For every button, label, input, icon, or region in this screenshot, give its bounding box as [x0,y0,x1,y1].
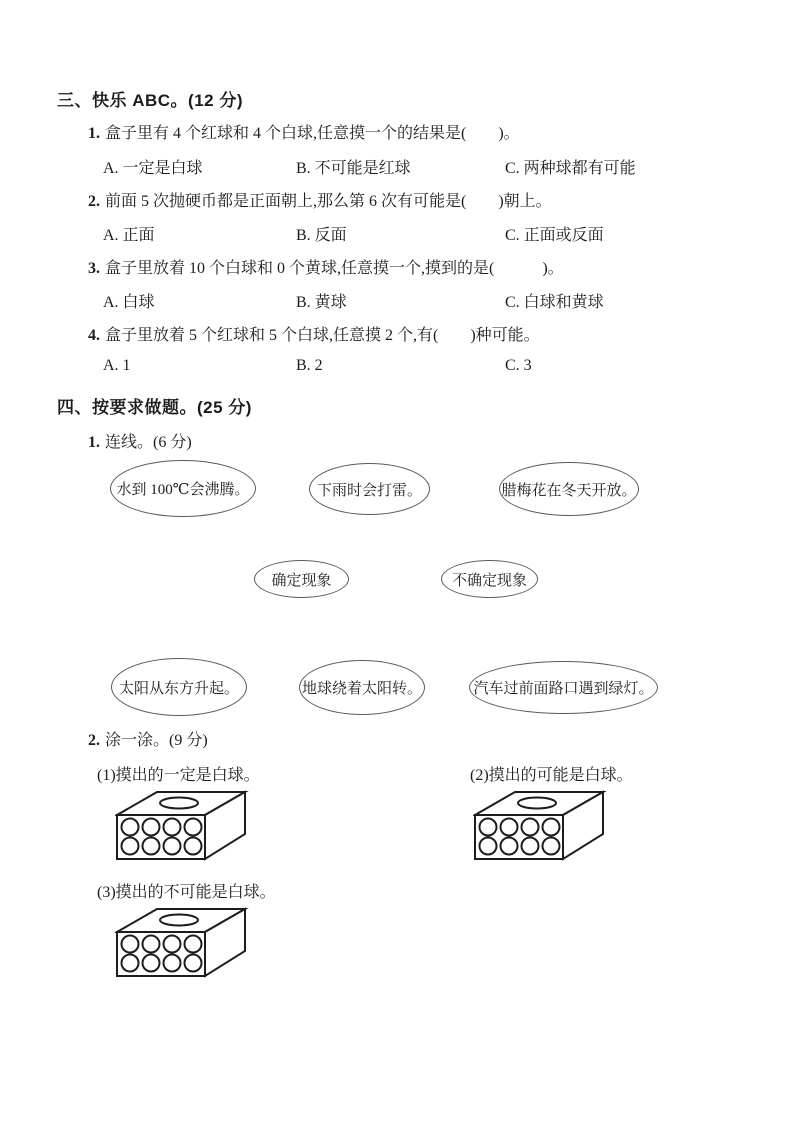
question-2-number: 2. [88,193,100,210]
question-4-number: 4. [88,327,100,344]
ball-circle [164,819,181,836]
connect-ellipse-earth-orbits-sun: 地球绕着太阳转。 [299,660,425,715]
color-item-1-label: (1)摸出的一定是白球。 [97,767,260,784]
option-3c: C. 白球和黄球 [505,294,604,311]
question-2-options [0,222,793,244]
section3-title: 三、快乐 ABC。(12 分) [57,91,244,110]
connect-ellipse-certain-event: 确定现象 [254,560,349,598]
ball-circle [122,936,139,953]
ball-circle [122,955,139,972]
connect-ellipse-green-light: 汽车过前面路口遇到绿灯。 [469,661,658,714]
ball-circle [522,838,539,855]
ball-circle [185,936,202,953]
option-1c: C. 两种球都有可能 [505,160,636,177]
ball-circle [501,838,518,855]
ball-box-icon [473,789,607,861]
ball-circle [164,936,181,953]
question-1-text: 盒子里有 4 个红球和 4 个白球,任意摸一个的结果是( )。 [105,125,520,142]
question-1 [88,120,520,143]
ball-box-icon [115,906,249,978]
option-4c: C. 3 [505,357,532,374]
option-2c: C. 正面或反面 [505,227,604,244]
box-hole [518,798,556,809]
ball-circle [122,838,139,855]
connect-ellipse-water-boils: 水到 100℃会沸腾。 [110,460,256,517]
question-1-number: 1. [88,125,100,142]
ball-circle [185,955,202,972]
option-1b: B. 不可能是红球 [296,160,411,177]
connect-ellipse-sun-rises-east: 太阳从东方升起。 [111,658,247,716]
option-3a: A. 白球 [103,294,155,311]
ball-circle [143,955,160,972]
question-3 [88,255,564,278]
ball-circle [164,955,181,972]
question-4 [88,322,540,345]
ball-circle [543,838,560,855]
ball-circle [164,838,181,855]
box-hole [160,798,198,809]
connect-ellipse-thunder-rain: 下雨时会打雷。 [309,463,430,515]
connect-ellipse-plum-blossom: 腊梅花在冬天开放。 [499,462,639,516]
color-task-label: 2. 涂一涂。(9 分) [88,732,208,749]
ball-circle [143,936,160,953]
color-task-number: 2. [88,732,100,749]
ball-circle [122,819,139,836]
ball-circle [143,819,160,836]
ball-box-icon [115,789,249,861]
ball-circle [480,838,497,855]
question-1-options [0,155,793,177]
question-3-text: 盒子里放着 10 个白球和 0 个黄球,任意摸一个,摸到的是( )。 [105,260,564,277]
question-4-text: 盒子里放着 5 个红球和 5 个白球,任意摸 2 个,有( )种可能。 [105,327,540,344]
question-4-options [0,357,793,379]
color-item-2-label: (2)摸出的可能是白球。 [470,767,633,784]
option-2b: B. 反面 [296,227,347,244]
question-2-text: 前面 5 次抛硬币都是正面朝上,那么第 6 次有可能是( )朝上。 [105,193,552,210]
question-3-options [0,289,793,311]
color-item-3-label: (3)摸出的不可能是白球。 [97,884,276,901]
connect-task-number: 1. [88,434,100,451]
option-4b: B. 2 [296,357,323,374]
ball-circle [185,819,202,836]
ball-circle [480,819,497,836]
option-1a: A. 一定是白球 [103,160,203,177]
option-2a: A. 正面 [103,227,155,244]
ball-circle [143,838,160,855]
connect-ellipse-uncertain-event: 不确定现象 [441,560,538,598]
box-hole [160,915,198,926]
question-3-number: 3. [88,260,100,277]
ball-circle [522,819,539,836]
ball-circle [185,838,202,855]
ball-circle [543,819,560,836]
ball-circle [501,819,518,836]
question-2 [88,188,552,211]
section4-title: 四、按要求做题。(25 分) [57,398,252,417]
option-4a: A. 1 [103,357,131,374]
connect-task-label: 1. 连线。(6 分) [88,434,192,451]
option-3b: B. 黄球 [296,294,347,311]
